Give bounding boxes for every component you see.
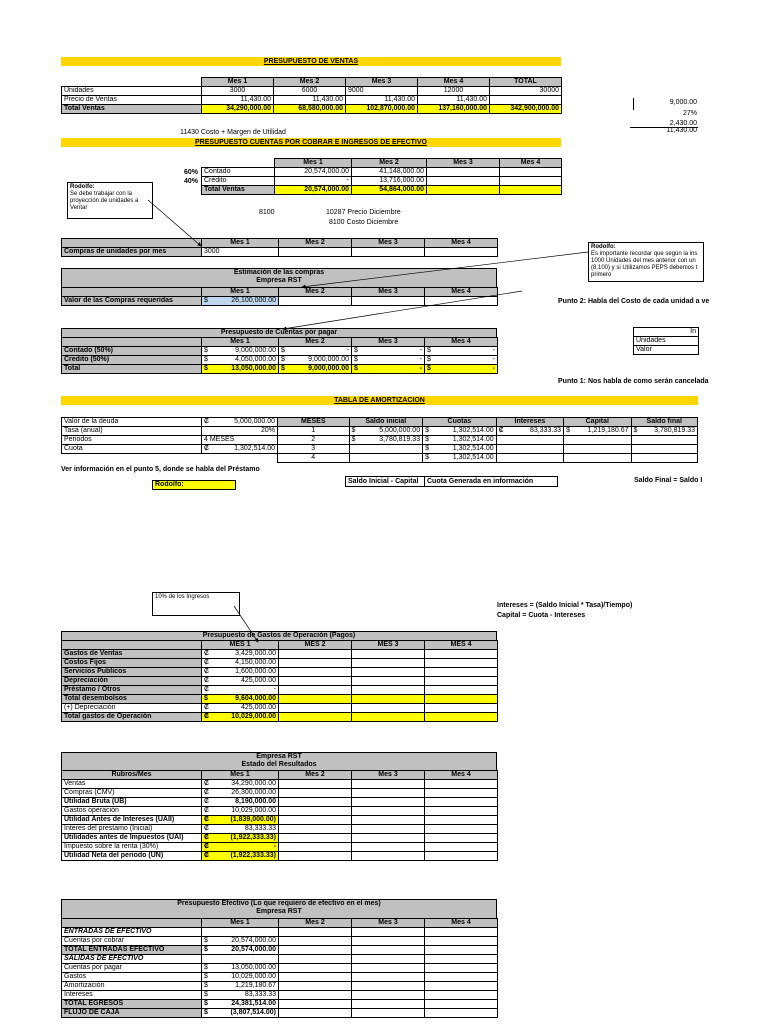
- currency-symbol: ₡: [202, 650, 210, 659]
- formula-box[interactable]: Saldo Inicial - Capital: [345, 476, 425, 487]
- header-cell: Mes 3: [352, 919, 425, 928]
- row-label[interactable]: Periodos: [62, 436, 202, 445]
- percent-label: 60%: [184, 169, 199, 176]
- header-cell: Mes 3: [427, 159, 500, 168]
- cell[interactable]: -: [210, 686, 279, 695]
- header-cell: Mes 3: [352, 338, 425, 347]
- header-cell: MES 3: [352, 641, 425, 650]
- section-label: ENTRADAS DE EFECTIVO: [62, 928, 202, 937]
- cell[interactable]: 11,430.00: [418, 96, 490, 105]
- rodolfo-comment[interactable]: Rodolfo:: [152, 480, 236, 490]
- comment-author: Rodolfo:: [70, 184, 95, 190]
- currency-symbol: ₡: [202, 789, 210, 798]
- row-label[interactable]: Cuota: [62, 445, 202, 454]
- currency-symbol: $: [202, 347, 210, 356]
- cell[interactable]: 1,302,514.00: [431, 454, 496, 463]
- header-cell: Mes 2: [274, 78, 346, 87]
- cell[interactable]: 10,029,000.00: [210, 807, 279, 816]
- row-label[interactable]: Cuentas por cobrar: [62, 937, 202, 946]
- row-label[interactable]: Gastos: [62, 973, 202, 982]
- header-cell: Mes 1: [202, 338, 279, 347]
- header-cell: Mes 4: [425, 288, 498, 297]
- header-cell: Mes 1: [275, 159, 352, 168]
- row-label[interactable]: Utilidad Bruta (UB): [62, 798, 202, 807]
- currency-symbol: $: [425, 347, 433, 356]
- row-label[interactable]: Total Ventas: [62, 105, 202, 114]
- currency-symbol: $: [202, 1009, 210, 1018]
- row-label[interactable]: Utilidad Antes de Intereses (UAII): [62, 816, 202, 825]
- currency-symbol: $: [202, 991, 210, 1000]
- header-cell: Mes 2: [279, 288, 352, 297]
- header-cell: Mes 4: [418, 78, 490, 87]
- caption-line: Empresa RST: [256, 753, 302, 760]
- header-cell: Mes 3: [352, 771, 425, 780]
- currency-symbol: ₡: [202, 798, 210, 807]
- cell[interactable]: 3,780,819.33: [357, 436, 422, 445]
- cell[interactable]: 11,430.00: [274, 96, 346, 105]
- cell[interactable]: 1: [278, 427, 350, 436]
- currency-symbol: $: [202, 982, 210, 991]
- cell[interactable]: 10,029,000.00: [210, 973, 279, 982]
- currency-symbol: ₡: [202, 659, 210, 668]
- row-label[interactable]: Crédito: [202, 177, 275, 186]
- cell[interactable]: 4,050,000.00: [210, 356, 279, 365]
- cell[interactable]: -: [287, 347, 352, 356]
- cell[interactable]: 20,574,000.00: [210, 946, 279, 955]
- header-cell: Saldo final: [631, 418, 697, 427]
- currency-symbol: ₡: [496, 427, 504, 436]
- cell[interactable]: 8,190,000.00: [210, 798, 279, 807]
- cell[interactable]: 4 MESES: [202, 436, 278, 445]
- row-label[interactable]: Interes del prestamo (Inicial): [62, 825, 202, 834]
- currency-symbol: $: [202, 356, 210, 365]
- cell[interactable]: 34,290,000.00: [202, 105, 274, 114]
- cell[interactable]: 11,430.00: [346, 96, 418, 105]
- caption-line: Estimación de las compras: [233, 269, 325, 276]
- row-label[interactable]: (+) Depreciación: [62, 704, 202, 713]
- currency-symbol: $: [423, 427, 431, 436]
- header-cell: Mes 1: [202, 78, 274, 87]
- row-label[interactable]: Compras (CMV): [62, 789, 202, 798]
- cell[interactable]: (1,839,000.00): [210, 816, 279, 825]
- currency-symbol: $: [352, 356, 360, 365]
- ventas-title: PRESUPUESTO DE VENTAS: [61, 57, 561, 66]
- header-cell: Saldo inicial: [349, 418, 423, 427]
- cell[interactable]: 1,219,180.67: [210, 982, 279, 991]
- currency-symbol: $: [631, 427, 639, 436]
- currency-symbol: $: [202, 937, 210, 946]
- cell[interactable]: 34,290,000.00: [210, 780, 279, 789]
- cell[interactable]: 5,000,000.00: [210, 418, 278, 427]
- currency-symbol: $: [202, 1000, 210, 1009]
- price-value: 8100 Costo Diciembre: [329, 219, 399, 226]
- header-cell: Cuotas: [423, 418, 497, 427]
- cell[interactable]: 83,333.33: [210, 991, 279, 1000]
- cell[interactable]: 425,000.00: [210, 704, 279, 713]
- header-cell: Mes 4: [425, 239, 498, 248]
- header-cell: Rubros/Mes: [62, 771, 202, 780]
- comment-arrow: [302, 252, 588, 287]
- cell[interactable]: -: [433, 365, 498, 374]
- formula-box[interactable]: Cuota Generada en información: [424, 476, 558, 487]
- section-label: SALIDAS DE EFECTIVO: [62, 955, 202, 964]
- row-label[interactable]: Intereses: [62, 991, 202, 1000]
- currency-symbol: ₡: [202, 713, 210, 722]
- row-label[interactable]: Compras de unidades por mes: [62, 248, 202, 257]
- header-cell: Mes 3: [352, 288, 425, 297]
- header-cell: Mes 2: [352, 159, 427, 168]
- note-text: 11430 Costo + Margen de Utilidad: [180, 129, 286, 136]
- row-label[interactable]: Costos Fijos: [62, 659, 202, 668]
- currency-symbol: ₡: [202, 418, 210, 427]
- currency-symbol: $: [202, 695, 210, 704]
- cell[interactable]: 1,302,514.00: [431, 445, 496, 454]
- row-label[interactable]: Préstamo / Otros: [62, 686, 202, 695]
- ingresos-comment[interactable]: 10% de los Ingresos: [152, 592, 240, 616]
- currency-symbol: ₡: [202, 843, 210, 852]
- currency-symbol: $: [423, 445, 431, 454]
- gastos-caption: Presupuesto de Gastos de Operación (Pagos): [61, 631, 497, 641]
- cell[interactable]: 1,600,000.00: [210, 668, 279, 677]
- cell[interactable]: 9,000,000.00: [210, 347, 279, 356]
- row-label[interactable]: Amortización: [62, 982, 202, 991]
- row-label[interactable]: Valor de la deuda: [62, 418, 202, 427]
- row-label[interactable]: Utilidades antes de Impuestos (UAI): [62, 834, 202, 843]
- caption-line: Estado del Resultados: [241, 761, 317, 768]
- row-label[interactable]: FLUJO DE CAJA: [62, 1009, 202, 1018]
- header-cell: Mes 1: [202, 919, 279, 928]
- row-label[interactable]: Tasa (anual): [62, 427, 202, 436]
- cell[interactable]: 20,574,000.00: [275, 168, 352, 177]
- row-label[interactable]: Gastos operación: [62, 807, 202, 816]
- side-value: 9,000.00: [669, 99, 697, 106]
- currency-symbol: $: [202, 964, 210, 973]
- formula-note: Intereses = (Saldo Inicial * Tasa)/Tiempo): [497, 602, 633, 609]
- cell[interactable]: 26,100,000.00: [210, 297, 279, 306]
- row-label[interactable]: Total desembolsos: [62, 695, 202, 704]
- header-cell: MESES: [278, 418, 350, 427]
- cell[interactable]: -: [275, 177, 352, 186]
- cobrar-title: PRESUPUESTO CUENTAS POR COBRAR E INGRESOS DE EFECTIVO: [61, 138, 561, 147]
- cell[interactable]: 68,580,000.00: [274, 105, 346, 114]
- currency-symbol: ₡: [202, 816, 210, 825]
- cell[interactable]: 30000: [490, 87, 562, 96]
- currency-symbol: ₡: [202, 445, 210, 454]
- row-label[interactable]: Total gastos de Operación: [62, 713, 202, 722]
- cell[interactable]: (3,807,514.00): [210, 1009, 279, 1018]
- cell[interactable]: 10,029,000.00: [210, 713, 279, 722]
- cell[interactable]: 1,302,514.00: [210, 445, 278, 454]
- row-label[interactable]: Ventas: [62, 780, 202, 789]
- header-cell: Mes 4: [425, 338, 498, 347]
- cell[interactable]: 9000: [346, 87, 418, 96]
- cell[interactable]: 20%: [210, 427, 278, 436]
- header-cell: Mes 3: [352, 239, 425, 248]
- side-value: 27%: [682, 110, 697, 117]
- caption-line: Empresa RST: [256, 277, 302, 284]
- header-cell: Mes 3: [346, 78, 418, 87]
- currency-symbol: $: [279, 347, 287, 356]
- amort-title: TABLA DE AMORTIZACION: [61, 396, 698, 405]
- currency-symbol: $: [202, 973, 210, 982]
- caption-line: Empresa RST: [256, 908, 302, 915]
- currency-symbol: $: [352, 347, 360, 356]
- header-cell: MES 1: [202, 641, 279, 650]
- currency-symbol: $: [425, 365, 433, 374]
- header-cell: Mes 2: [279, 771, 352, 780]
- cell[interactable]: 4,150,000.00: [210, 659, 279, 668]
- formula-note: Saldo Final = Saldo I: [634, 477, 703, 484]
- cell[interactable]: 41,148,000.00: [352, 168, 427, 177]
- currency-symbol: $: [202, 946, 210, 955]
- cell[interactable]: 83,333.33: [210, 825, 279, 834]
- row-label[interactable]: Contado: [202, 168, 275, 177]
- cell[interactable]: 102,870,000.00: [346, 105, 418, 114]
- currency-symbol: ₡: [202, 834, 210, 843]
- header-cell: Intereses: [496, 418, 563, 427]
- header-cell: Mes 2: [279, 239, 352, 248]
- cell[interactable]: 20,574,000.00: [275, 186, 352, 195]
- cell[interactable]: -: [433, 347, 498, 356]
- ver-info-note: Ver información en el punto 5, donde se habla del Préstamo: [61, 466, 260, 473]
- cell[interactable]: 1,302,514.00: [431, 436, 496, 445]
- header-cell: Mes 4: [425, 919, 498, 928]
- row-label[interactable]: TOTAL ENTRADAS EFECTIVO: [62, 946, 202, 955]
- cell[interactable]: 9,604,000.00: [210, 695, 279, 704]
- currency-symbol: ₡: [202, 677, 210, 686]
- currency-symbol: $: [423, 454, 431, 463]
- header-cell: Mes 2: [279, 338, 352, 347]
- row-label[interactable]: Precio de Ventas: [62, 96, 202, 105]
- cell[interactable]: 6000: [274, 87, 346, 96]
- cell[interactable]: (1,922,333.33): [210, 852, 279, 861]
- currency-symbol: $: [425, 356, 433, 365]
- punto-note: Punto 1: Nos habla de como serán cancelada: [558, 378, 709, 385]
- cell[interactable]: 3: [278, 445, 350, 454]
- cell[interactable]: 54,864,000.00: [352, 186, 427, 195]
- comment-body: Es importante recordar que según la ins 1000 Unidades del mes anterior con un (8.100) y si Utilizamos PEPS debemos t primero: [591, 251, 698, 278]
- cell[interactable]: (1,922,333.33): [210, 834, 279, 843]
- header-cell: Mes 2: [279, 919, 352, 928]
- cell[interactable]: 12000: [418, 87, 490, 96]
- header-cell: Mes 1: [202, 288, 279, 297]
- row-label[interactable]: TOTAL EGRESOS: [62, 1000, 202, 1009]
- cell[interactable]: Unidades: [634, 337, 699, 346]
- cell[interactable]: 13,050,000.00: [210, 964, 279, 973]
- header-cell: Mes 1: [202, 771, 279, 780]
- currency-symbol: $: [349, 427, 357, 436]
- header-cell: Mes 4: [500, 159, 562, 168]
- row-label[interactable]: Utilidad Neta del periodo (UN): [62, 852, 202, 861]
- currency-symbol: $: [564, 427, 572, 436]
- header-cell: Mes 4: [425, 771, 498, 780]
- currency-symbol: ₡: [202, 852, 210, 861]
- cell[interactable]: 3000: [202, 87, 274, 96]
- header-cell: MES 2: [279, 641, 352, 650]
- row-label[interactable]: Total: [62, 365, 202, 374]
- row-label[interactable]: Depreciación: [62, 677, 202, 686]
- cell[interactable]: 9,000,000.00: [287, 365, 352, 374]
- currency-symbol: $: [202, 365, 210, 374]
- row-label[interactable]: Impuesto sobre la renta (30%): [62, 843, 202, 852]
- cell[interactable]: 13,050,000.00: [210, 365, 279, 374]
- header-cell: Mes 1: [202, 239, 279, 248]
- currency-symbol: $: [352, 365, 360, 374]
- pagar-caption: Presupuesto de Cuentas por pagar: [61, 328, 497, 338]
- cell[interactable]: 425,000.00: [210, 677, 279, 686]
- header-cell: Capital: [564, 418, 631, 427]
- cell[interactable]: 83,333.33: [504, 427, 563, 436]
- cell[interactable]: 1,302,514.00: [431, 427, 496, 436]
- header-cell: MES 4: [425, 641, 498, 650]
- cell[interactable]: -: [360, 365, 425, 374]
- currency-symbol: $: [279, 356, 287, 365]
- cell[interactable]: 1,219,180.67: [572, 427, 631, 436]
- row-label[interactable]: Unidades: [62, 87, 202, 96]
- cell[interactable]: -: [360, 356, 425, 365]
- side-value: 2,430.00: [669, 120, 697, 127]
- currency-symbol: ₡: [202, 686, 210, 695]
- cell[interactable]: 26,300,000.00: [210, 789, 279, 798]
- cell[interactable]: 137,160,000.00: [418, 105, 490, 114]
- row-label[interactable]: Cuentas por pagar: [62, 964, 202, 973]
- row-label[interactable]: Total Ventas: [202, 186, 275, 195]
- currency-symbol: ₡: [202, 668, 210, 677]
- currency-symbol: ₡: [202, 780, 210, 789]
- side-value: 11,430.00: [666, 127, 697, 134]
- cell[interactable]: 5,000,000.00: [357, 427, 422, 436]
- row-label[interactable]: Credito (50%): [62, 356, 202, 365]
- row-label[interactable]: Valor de las Compras requeridas: [62, 297, 202, 306]
- currency-symbol: ₡: [202, 807, 210, 816]
- comment-body: Se debe trabajar con la proyección de unidades a Ventar: [70, 191, 139, 211]
- row-label[interactable]: Servicios Publicos: [62, 668, 202, 677]
- currency-symbol: ₡: [202, 825, 210, 834]
- cell[interactable]: 3,780,819.33: [639, 427, 697, 436]
- cell[interactable]: 4: [278, 454, 350, 463]
- currency-symbol: $: [423, 436, 431, 445]
- cell[interactable]: -: [433, 356, 498, 365]
- row-label[interactable]: Gastos de Ventas: [62, 650, 202, 659]
- cell[interactable]: 3,429,000.00: [210, 650, 279, 659]
- row-label[interactable]: Contado (50%): [62, 347, 202, 356]
- cell[interactable]: 20,574,000.00: [210, 937, 279, 946]
- cell[interactable]: 9,000,000.00: [287, 356, 352, 365]
- price-value: 10287 Precio Diciembre: [326, 209, 401, 216]
- percent-label: 40%: [184, 178, 199, 185]
- currency-symbol: $: [279, 365, 287, 374]
- currency-symbol: $: [349, 436, 357, 445]
- price-value: 8100: [259, 209, 275, 216]
- cell[interactable]: 24,381,514.00: [210, 1000, 279, 1009]
- cell[interactable]: 11,430.00: [202, 96, 274, 105]
- cell[interactable]: 3000: [202, 248, 279, 257]
- header-cell: TOTAL: [490, 78, 562, 87]
- cell[interactable]: Valor: [634, 346, 699, 355]
- cell[interactable]: 13,716,000.00: [352, 177, 427, 186]
- currency-symbol: ₡: [202, 704, 210, 713]
- comment-arrow: [148, 200, 201, 246]
- cell[interactable]: In: [634, 328, 699, 337]
- cell[interactable]: -: [360, 347, 425, 356]
- comment-author: Rodolfo:: [591, 244, 616, 250]
- cell[interactable]: 2: [278, 436, 350, 445]
- cell[interactable]: -: [210, 843, 279, 852]
- formula-note: Capital = Cuota - Intereses: [497, 612, 586, 619]
- cell[interactable]: 342,900,000.00: [490, 105, 562, 114]
- punto-note: Punto 2: Habla del Costo de cada unidad a ve: [558, 298, 710, 305]
- currency-symbol: $: [202, 297, 210, 306]
- comment-arrow: [283, 291, 522, 329]
- comment-arrow: [234, 606, 258, 642]
- caption-line: Presupuesto Efectivo (Lo que requiero de efectivo en el mes): [177, 900, 381, 907]
